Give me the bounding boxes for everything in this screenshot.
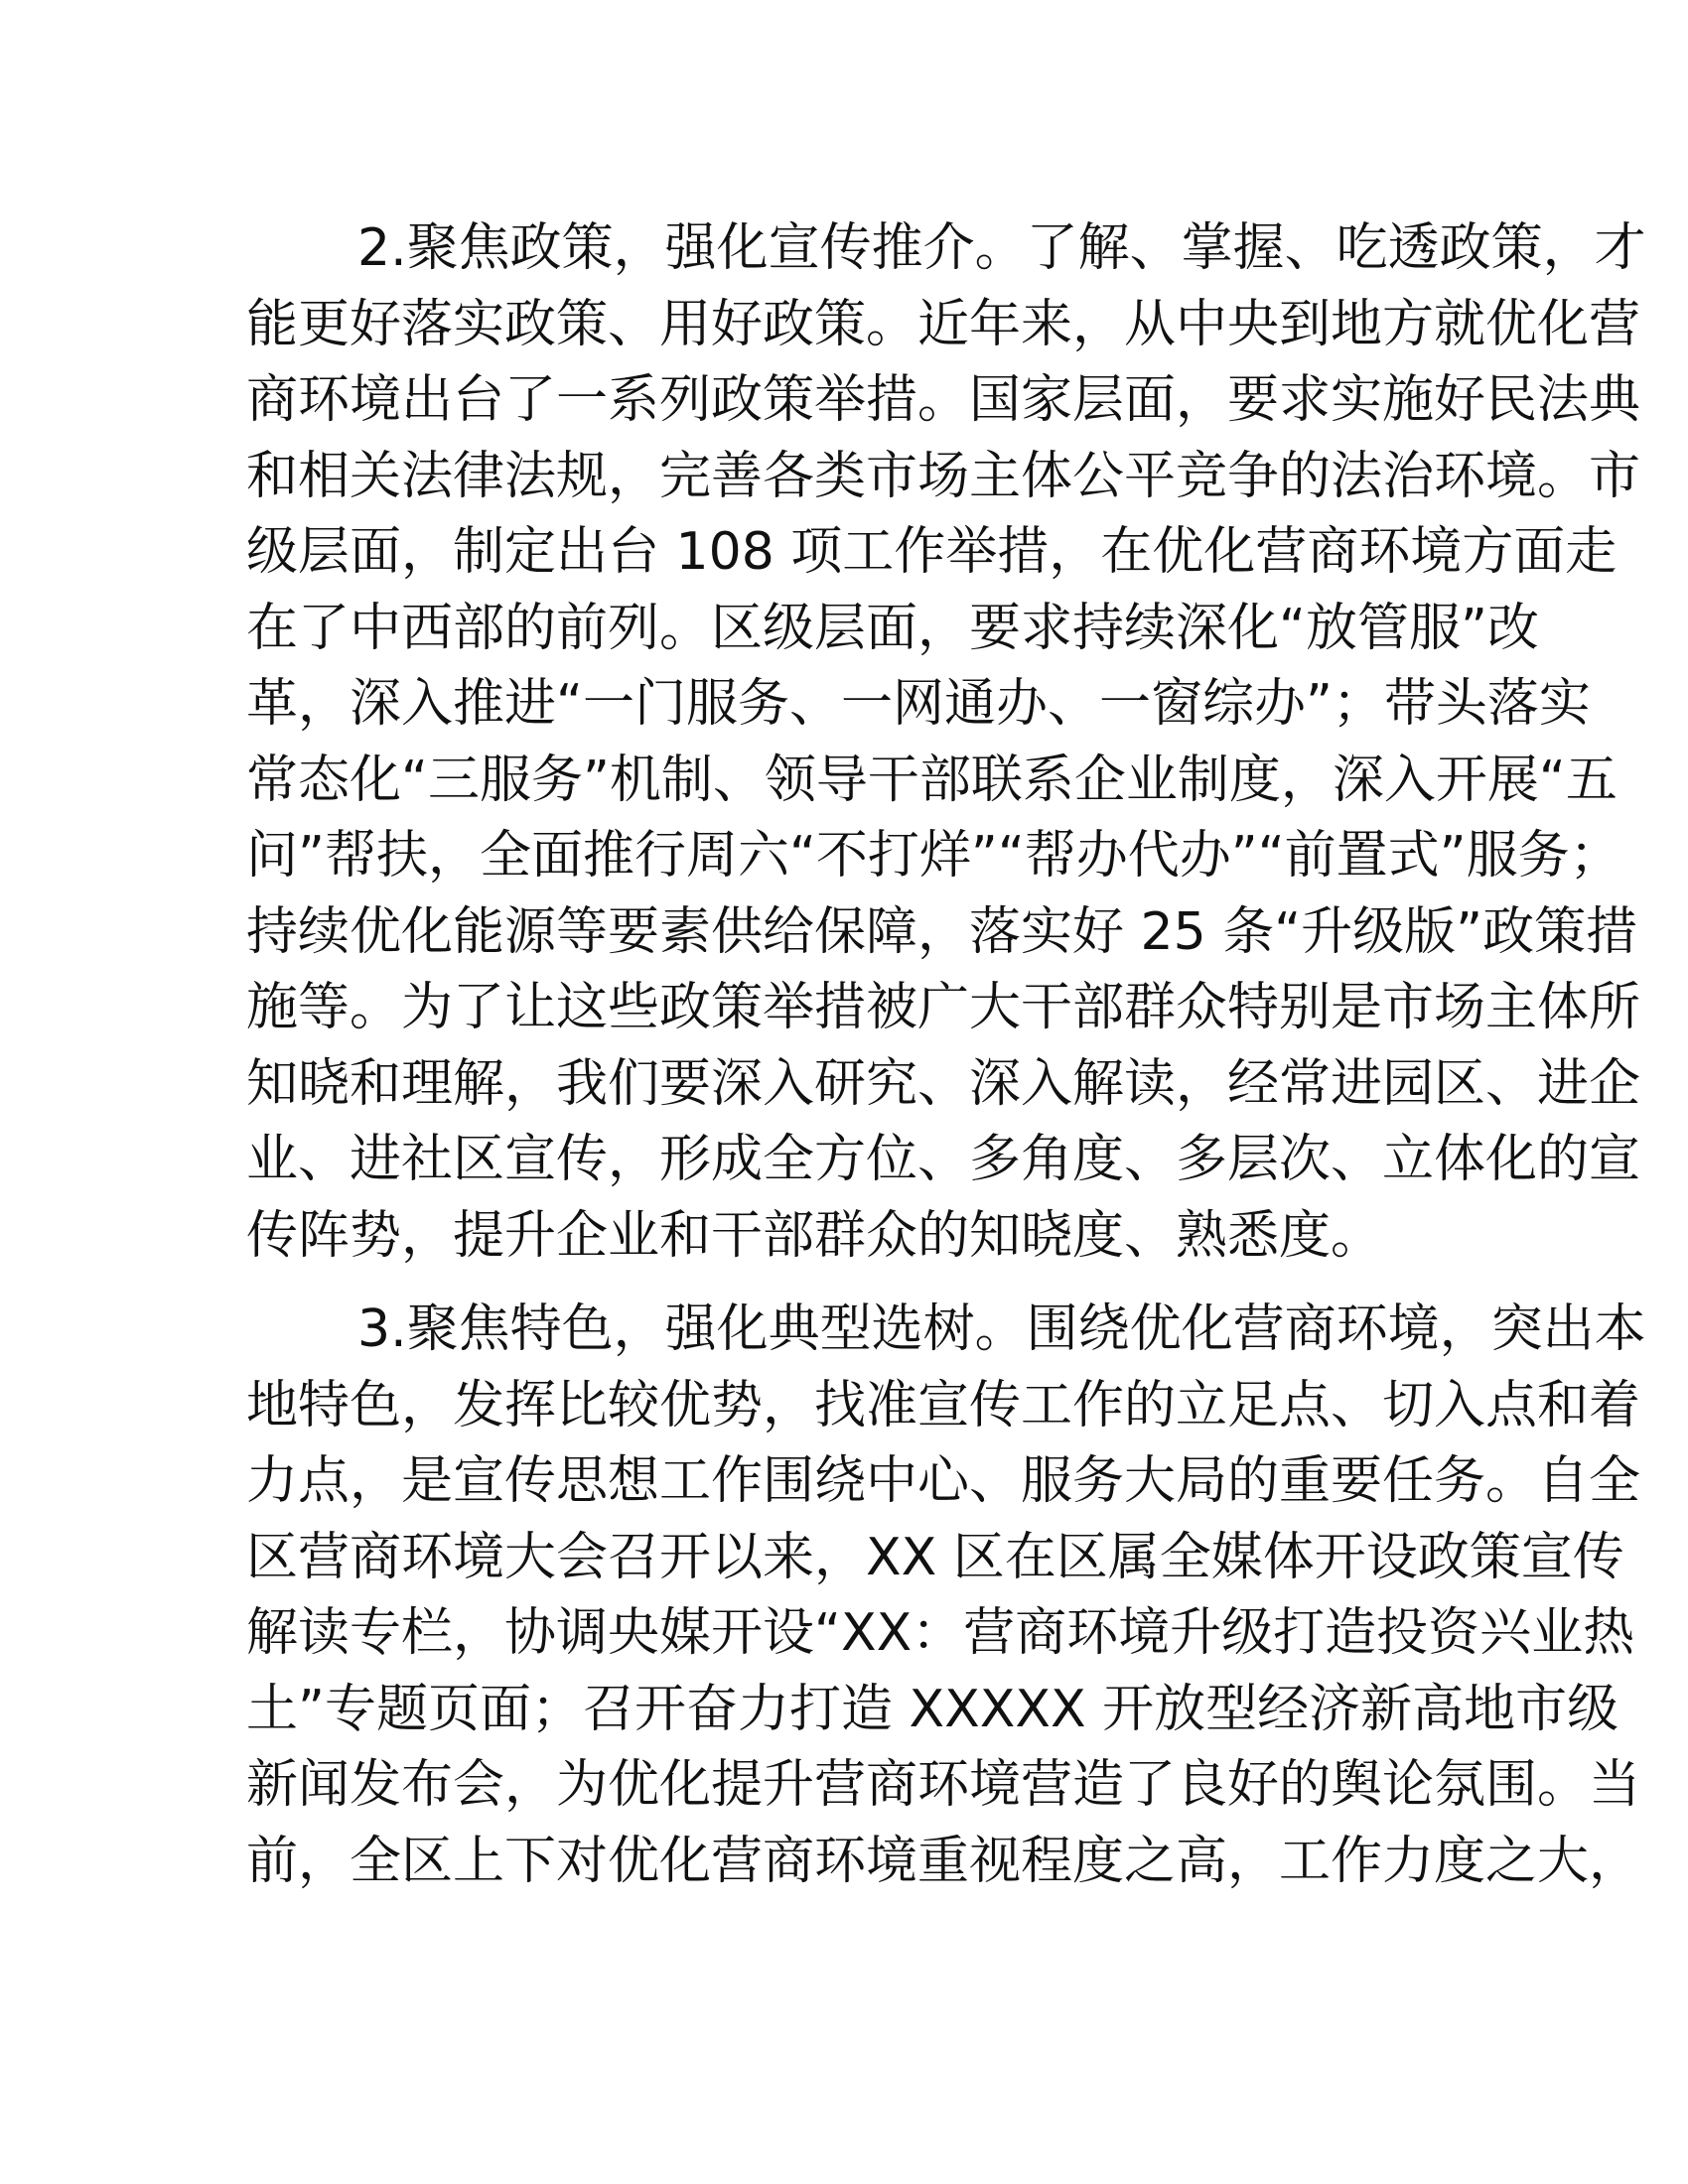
text-line: 土”专题页面；召开奋力打造 XXXXX 开放型经济新高地市级 <box>246 1679 1619 1739</box>
text-line: 2.聚焦政策，强化宣传推介。了解、掌握、吃透政策，才 <box>357 218 1646 278</box>
text-line: 前，全区上下对优化营商环境重视程度之高，工作力度之大， <box>246 1831 1641 1891</box>
text-line: 解读专栏，协调央媒开设“XX：营商环境升级打造投资兴业热 <box>246 1603 1635 1663</box>
text-line: 传阵势，提升企业和干部群众的知晓度、熟悉度。 <box>246 1205 1383 1266</box>
text-line: 地特色，发挥比较优势，找准宣传工作的立足点、切入点和着 <box>246 1375 1641 1435</box>
text-line: 知晓和理解，我们要深入研究、深入解读，经常进园区、进企 <box>246 1053 1641 1114</box>
text-line: 业、进社区宣传，形成全方位、多角度、多层次、立体化的宣 <box>246 1130 1641 1189</box>
text-line: 级层面，制定出台 108 项工作举措，在优化营商环境方面走 <box>246 522 1618 582</box>
text-line: 力点，是宣传思想工作围绕中心、服务大局的重要任务。自全 <box>246 1451 1641 1511</box>
text-line: 区营商环境大会召开以来，XX 区在区属全媒体开设政策宣传 <box>246 1527 1624 1587</box>
text-line: 商环境出台了一系列政策举措。国家层面，要求实施好民法典 <box>246 370 1641 430</box>
text-line: 新闻发布会，为优化提升营商环境营造了良好的舆论氛围。当 <box>246 1755 1641 1815</box>
text-line: 常态化“三服务”机制、领导干部联系企业制度，深入开展“五 <box>246 750 1618 810</box>
paragraph-featured-models <box>246 1292 1646 1899</box>
text-line: 在了中西部的前列。区级层面，要求持续深化“放管服”改 <box>246 598 1539 658</box>
text-line: 持续优化能源等要素供给保障，落实好 25 条“升级版”政策措 <box>246 901 1638 962</box>
text-line: 和相关法律法规，完善各类市场主体公平竞争的法治环境。市 <box>246 446 1641 506</box>
text-line: 革，深入推进“一门服务、一网通办、一窗综办”；带头落实 <box>246 674 1591 734</box>
text-line: 3.聚焦特色，强化典型选树。围绕优化营商环境，突出本 <box>357 1299 1646 1359</box>
document-page <box>246 210 1646 1917</box>
text-line: 能更好落实政策、用好政策。近年来，从中央到地方就优化营 <box>246 294 1641 354</box>
paragraph-policy-promotion <box>246 210 1646 1274</box>
text-line: 问”帮扶，全面推行周六“不打烊”“帮办代办”“前置式”服务； <box>246 826 1621 886</box>
text-line: 施等。为了让这些政策举措被广大干部群众特别是市场主体所 <box>246 978 1641 1037</box>
